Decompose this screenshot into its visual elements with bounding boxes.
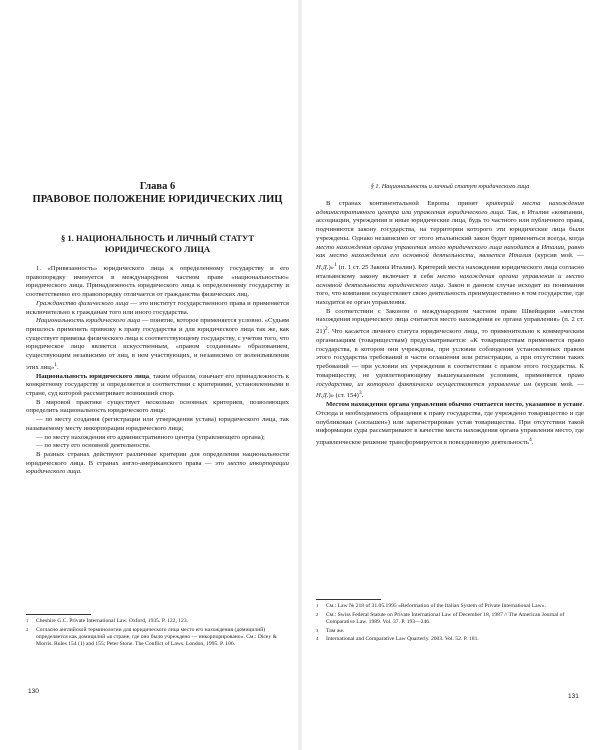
chapter-heading [26,180,289,206]
footnote [26,618,289,625]
footnote-number: 3 [316,627,319,633]
footnote-ref[interactable]: 1 [334,261,337,268]
list-item: — по месту его основной деятельности. [36,442,151,450]
text: — понятие, которое применяется условно. «Судьям пришлось применить привязку к праву государства и для юридического лица так же, как существует привязка физического лица к соответствующему государству, с учетом того, что юридическое лицо является искусственным, «правом созданным» образованием, существующим независимо от лиц, в нем участвующих, и независимо от волеизъявления этих лиц» [26,317,290,371]
text: . [80,468,82,476]
text: (курсив мой. — [531,380,584,388]
section-title: § 1. НАЦИОНАЛЬНОСТЬ И ЛИЧНЫЙ СТАТУТ ЮРИДИЧЕСКОГО ЛИЦА [60,233,255,254]
footnote-ref[interactable]: 2 [324,326,328,333]
right-footnotes [316,603,584,645]
emphasis: место нахождения органа управления этого юридического лица находится в Италии, равно как место нахождения его основной деятельности, является Италия [316,243,584,260]
text: )» (ст. 154) [328,392,359,400]
footnote-number: 1 [316,603,319,608]
paragraph [316,200,584,308]
emphasis: место инкорпорации юридического лица [26,459,289,476]
footnote-text: International and Comparative Law Quarterly. 2003. Vol. 52. P. 181. [326,636,479,643]
footnote [316,636,584,643]
text: . Отсюда и необходимость обращения к праву государства, где учреждено товарищество и где опубликован («оглашен») или зарегистрирован устав товарищества. При отсутствии такой информации суды рассматривают в качестве места нахождения органа управления место, где управленческое решение трансформируется в повседневную деятельность [316,401,584,447]
bold-text: Местом нахождения органа управления обычно считается место, указанное в уставе [326,401,583,409]
right-body-text [316,200,584,448]
footnote-number: 4 [316,636,319,642]
footnote-text: См.: Law № 218 of 31.05.1995 «Reformation of the Italian System of Private International Law». [326,603,546,609]
footnote [316,628,584,635]
emphasis: критерий места нахождения административного центра или управления юридического лица [316,200,584,216]
footnote-divider [26,614,91,615]
text: . Так, в Италии «компании, ассоциации, учреждения и иные юридические лица, будь то частного или публичного права, подчиняются закону государства, на территории которого эти юридические лица были учреждены. Однако независимо от этого итальянский закон будет применяться всегда, когда [316,208,584,242]
paragraph [26,373,289,399]
left-body-text [26,265,289,477]
paragraph [26,317,289,372]
chapter-number: Глава 6 [139,181,176,192]
text: (курсив мой. — [531,252,584,260]
left-footnotes [26,618,289,650]
text: В соответствии с Законом о международном частном праве Швейцарии «местом нахождения юридического лица считается место нахождения ее органа управления» (п. 2 ст. 21) [316,307,584,336]
paragraph: 1. «Привязанность» юридического лица к определенному государству и его правопорядку именуется в международном частном праве «национальностью» юридического лица. Принадлежность юридического лица к определенному государству и соответственно его правопорядку отличается от гражданства физических лиц. [26,265,289,299]
emphasis: Н.Д. [316,392,329,400]
text: (п. 1 ст. 25 Закона Италии). Критерий места нахождения юридического лица согласно итальянскому закону включает в себя [316,264,584,280]
footnote-text: Согласно английской терминологии для юридического лица место его нахождения (домицилий) определяется как домицилий «в стране, где оно было учреждено — инкорпорировано». См.: Dicey & Morris. Rules 154 (1) and 155; Peter Stone. The Conflict of Laws. London, 1995. P. 106. [36,626,277,648]
list-item: — по месту создания (регистрации или утверждения устава) юридического лица, так называемому месту инкорпорации юридического лица; [26,416,289,432]
footnote-text: См.: Swiss Federal Statute on Private International Law of December 18, 1987 // The American Journal of Comparative Law. 1989. Vol. 37. P. 193—246. [326,611,565,625]
footnote [316,603,584,610]
footnote-text: Cheshire G.C. Private International Law. Oxford, 1935. P. 122, 123. [36,618,189,624]
footnote [26,627,289,649]
page-number: 130 [28,688,39,695]
text: . [531,439,534,447]
footnote-ref[interactable]: 4 [528,436,532,443]
emphasis: право государства, из которого фактически осуществляется управление им [316,371,584,388]
text: . [57,363,59,371]
right-page [300,0,600,750]
paragraph [316,308,584,402]
text: . Закон в данном случае исходит из понимания того, что компания осуществляет свою деятельность преимущественно в том государстве, где находится ее орган управления. [316,281,584,306]
footnote-ref[interactable]: 3 [358,390,362,397]
footnote-text: Там же. [326,627,345,634]
footnote-number: 1 [26,618,29,623]
page-number: 131 [568,693,579,700]
paragraph [26,300,289,317]
footnote-number: 2 [26,626,29,632]
bold-text: Национальность юридического лица [36,372,150,380]
chapter-title: ПРАВОВОЕ ПОЛОЖЕНИЕ ЮРИДИЧЕСКИХ ЛИЦ [32,194,283,205]
emphasis: Национальность юридического лица [36,317,141,325]
text: — это институт государственного права и применяется исключительно к гражданам того или иного государства. [26,299,289,316]
list-item: — по месту нахождения его административного центра (управляющего органа); [36,433,265,441]
emphasis: Гражданство физического лица [36,299,129,307]
text: )» [328,264,335,272]
text: . [361,392,364,400]
footnote [316,612,584,626]
footnote-number: 2 [316,611,319,617]
paragraph [26,451,289,477]
text: В разных странах действуют различные критерии для определения национальности юридического лица. В странах англо-американского права — это [26,451,289,467]
paragraph [316,401,584,448]
paragraph: В мировой практике существует несколько основных критериев, позволяющих определить национальность юридического лица: [26,398,289,415]
text: , таким образом, означает его принадлежность к конкретному государству и определяется в соответствии с критериями, установленными в стране, суд которой рассматривает возникший спор. [26,372,289,398]
text: . Что касается личного статута юридического лица, то применительно к коммерческим организациям (товариществам) предусматривается: «К товариществам применяется право государства, в котором они учреждены, при условии соблюдения установленных правом этого государства требований в части оглашения или регистрации, а при отсутствии таких требований — при условии их учреждения в соответствии с правом этого государства. К товариществу, не удовлетворяющему вышеуказанным условиям, применяется [316,328,584,379]
emphasis: место нахождения органа управления и место основной деятельности юридического лица [316,272,584,289]
running-head: § 1. Национальность и личный статут юридического лица [370,183,530,190]
text: В странах континентальной Европы принят [326,200,487,207]
emphasis: Н.Д. [316,264,329,272]
footnote-ref[interactable]: 1 [54,361,58,368]
footnote-divider [316,599,381,600]
